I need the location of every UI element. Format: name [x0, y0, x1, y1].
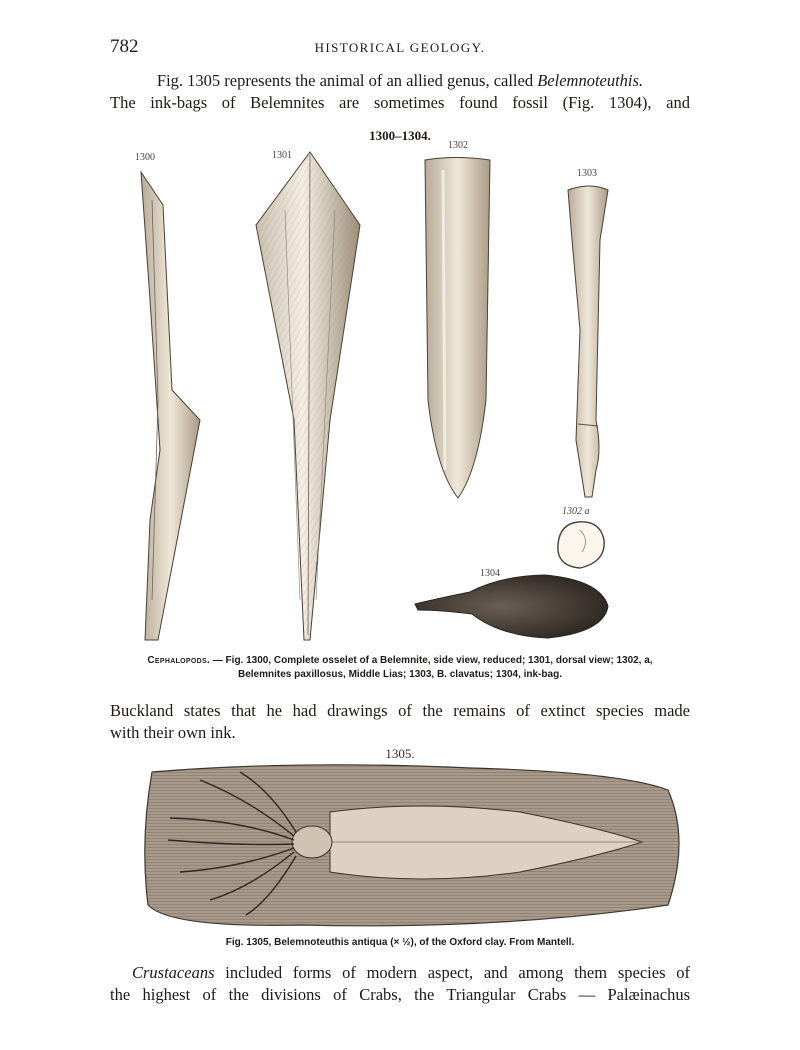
- fig-1303-clavatus-drawing: [568, 186, 608, 497]
- crustaceans-line-1: [110, 962, 690, 984]
- caption-line-1: [120, 654, 680, 668]
- fig-1302a-section-drawing: [558, 522, 604, 568]
- figure-caption-1300-1304: [120, 654, 680, 682]
- figure-label-1302a: 1302 a: [562, 506, 590, 517]
- figure-label-1301: 1301: [272, 150, 292, 161]
- fig-1300-osselet-drawing: [141, 172, 200, 640]
- page-number: 782: [110, 36, 139, 57]
- crustaceans-line-2: the highest of the divisions of Crabs, the Triangular Crabs — Palæinachus: [110, 985, 690, 1004]
- crustaceans-term: Crustaceans: [132, 963, 215, 982]
- running-head: HISTORICAL GEOLOGY.: [314, 40, 486, 55]
- caption-lead: Cephalopods.: [147, 655, 210, 666]
- figure-caption-1305: Fig. 1305, Belemnoteuthis antiqua (× ½), of the Oxford clay. From Mantell.: [225, 937, 575, 948]
- intro-line-2: The ink-bags of Belemnites are sometimes found fossil (Fig. 1304), and: [110, 93, 690, 112]
- caption-line-1-text: — Fig. 1300, Complete osselet of a Belemnite, side view, reduced; 1301, dorsal view; 1302, a,: [210, 655, 653, 666]
- fig-1302-guard-drawing: [425, 158, 490, 499]
- caption-line-2: Belemnites paxillosus, Middle Lias; 1303, B. clavatus; 1304, ink-bag.: [237, 669, 562, 680]
- figure-label-1302: 1302: [448, 140, 468, 151]
- crustaceans-paragraph: [110, 962, 690, 1006]
- figure-label-1304: 1304: [480, 568, 500, 579]
- buckland-line-2: with their own ink.: [110, 723, 236, 742]
- buckland-paragraph: [110, 700, 690, 744]
- fig-1305-belemnoteuthis-drawing: [145, 765, 679, 926]
- buckland-line-1: Buckland states that he had drawings of the remains of extinct species made: [110, 701, 690, 720]
- figure-label-1303: 1303: [577, 168, 597, 179]
- figure-label-1300: 1300: [135, 152, 155, 163]
- genus-name: Belemnoteuthis.: [537, 71, 644, 90]
- fig-1301-dorsal-view-drawing: [256, 152, 360, 640]
- fig-1304-ink-bag-drawing: [415, 575, 608, 638]
- intro-line-1-text: Fig. 1305 represents the animal of an allied genus, called: [156, 71, 538, 90]
- crustaceans-line-1-text: included forms of modern aspect, and among them species of: [214, 963, 690, 982]
- figure-label-1305: 1305.: [385, 746, 415, 761]
- figure-group-label: 1300–1304.: [369, 128, 431, 143]
